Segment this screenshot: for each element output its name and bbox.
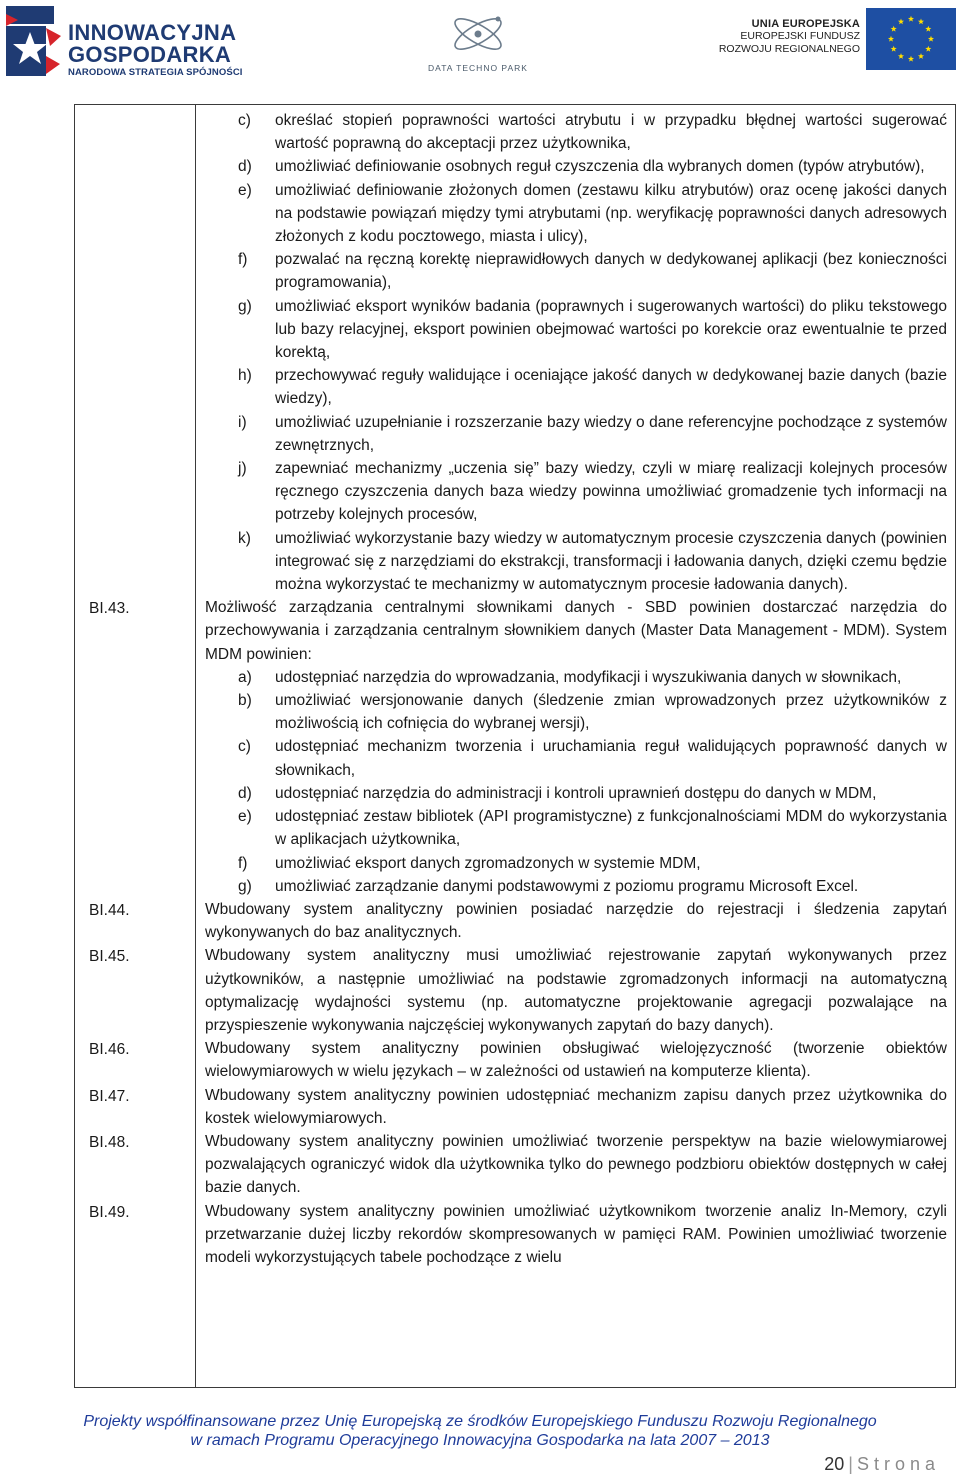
requirement-number: BI.45. <box>89 948 130 966</box>
requirement-text: Wbudowany system analityczny powinien umożliwiać tworzenie perspektyw na bazie wielowymiarowej pozwalających ograniczyć widok dla użytkownika tylko do pewnego podzbioru obiektów dostępnych w całej bazie danych. <box>205 1132 947 1197</box>
requirement-bi-48 <box>205 1130 947 1200</box>
requirement-text: Wbudowany system analityczny musi umożliwiać rejestrowanie zapytań wykonywanych przez użytkowników, a następnie umożliwiać na podstawie zgromadzonych informacji na automatyczną optymalizację wydajności systemu (np. automatyczne projektowanie agregacji pozwalające na przyspieszenie wykonywania najczęściej wykonywanych zapytań do bazy danych). <box>205 947 947 1034</box>
requirement-bi-46 <box>205 1037 947 1083</box>
unia-europejska-logo <box>718 8 956 78</box>
logo-left-line3: NARODOWA STRATEGIA SPÓJNOŚCI <box>68 67 243 78</box>
list-item: e) umożliwiać definiowanie złożonych domen (zestawu kilku atrybutów) oraz ocenę jakości danych na podstawie powiązań między tymi atrybutami (np. weryfikację poprawności danych adresowych złożonych z kodu pocztowego, miasta i ulicy), <box>238 181 947 246</box>
column-divider <box>195 105 196 1387</box>
list-item: g) umożliwiać eksport wyników badania (poprawnych i sugerowanych wartości) do pliku tekstowego lub bazy relacyjnej, eksport powinien obejmować wartości po korekcie oraz ewentualnie te przed korektą, <box>238 297 947 362</box>
logo-right-line3: ROZWOJU REGIONALNEGO <box>718 43 860 55</box>
requirement-bi-49 <box>205 1200 947 1270</box>
requirement-text: Wbudowany system analityczny powinien obsługiwać wielojęzyczność (tworzenie obiektów wielowymiarowych w wielu językach – w zależności od ustawień na komputerze klienta). <box>205 1040 947 1081</box>
requirement-number: BI.47. <box>89 1087 130 1105</box>
requirement-text: Wbudowany system analityczny powinien posiadać narzędzie do rejestracji i śledzenia zapytań wykonywanych do baz analitycznych. <box>205 900 947 942</box>
logo-left-line1: INNOWACYJNA <box>68 20 237 45</box>
requirement-text: Możliwość zarządzania centralnymi słownikami danych - SBD powinien dostarczać narzędzia do przechowywania i zarządzania centralnym słownikiem danych (Master Data Management - MDM). System MDM powinien: <box>205 599 947 663</box>
list-item: i) umożliwiać uzupełnianie i rozszerzanie bazy wiedzy o dane referencyjne pochodzące z systemów zewnętrznych, <box>238 413 947 454</box>
page-header <box>0 0 960 82</box>
page-number-value: 20 <box>824 1454 845 1474</box>
data-techno-park-logo <box>418 6 538 78</box>
list-item: g) umożliwiać zarządzanie danymi podstawowymi z poziomu programu Microsoft Excel. <box>238 877 859 895</box>
requirement-number: BI.43. <box>89 600 130 618</box>
page-number <box>824 1454 940 1475</box>
list-item: h) przechowywać reguły walidujące i oceniające jakość danych w dedykowanej bazie danych (bazie wiedzy), <box>238 367 947 408</box>
list-item: d) udostępniać narzędzia do administracji i kontroli uprawnień dostępu do danych w MDM, <box>238 784 877 802</box>
star-emblem-icon <box>6 6 62 76</box>
list-item: f) umożliwiać eksport danych zgromadzonych w systemie MDM, <box>238 854 701 872</box>
innowacyjna-gospodarka-logo <box>6 6 246 78</box>
atom-orbit-icon <box>448 6 508 62</box>
logo-center-text: DATA TECHNO PARK <box>428 63 528 73</box>
requirement-number: BI.44. <box>89 901 130 919</box>
list-item: b) umożliwiać wersjonowanie danych (śledzenie zmian wprowadzonych przez użytkowników z możliwością ich cofnięcia do wybranej wersji), <box>238 692 947 733</box>
page-word: Strona <box>856 1454 940 1474</box>
requirement-text: Wbudowany system analityczny powinien umożliwiać użytkownikom tworzenie analiz In-Memory, czyli przetwarzanie dużej liczby rekordów skompresowanych w pamięci RAM. Powinien umożliwiać tworzenie modeli wykorzystujących tabele pochodzące z wielu <box>205 1202 947 1266</box>
list-item: j) zapewniać mechanizmy „uczenia się” bazy wiedzy, czyli w miarę realizacji kolejnych procesów ręcznego czyszczenia danych baza wiedzy powinna umożliwiać gromadzenie tych informacji na potrzeby kolejnych procesów, <box>238 460 947 524</box>
list-item: c) określać stopień poprawności wartości atrybutu i w przypadku błędnej wartości sugerować wartość poprawną do akceptacji przez użytkownika, <box>238 112 947 153</box>
page-footer <box>0 1412 960 1450</box>
requirement-bi-47 <box>205 1084 947 1130</box>
requirements-content <box>205 109 947 1269</box>
eu-flag-icon <box>866 8 956 70</box>
logo-left-line2: GOSPODARKA <box>68 42 232 67</box>
requirement-bi-45 <box>205 944 947 1037</box>
requirement-bi-43 <box>205 596 947 898</box>
logo-right-line1: UNIA EUROPEJSKA <box>751 18 860 30</box>
requirement-number: BI.46. <box>89 1041 130 1059</box>
requirement-number: BI.48. <box>89 1133 130 1151</box>
page-separator: | <box>848 1454 853 1474</box>
requirement-number: BI.49. <box>89 1203 130 1221</box>
requirement-bi-44 <box>205 898 947 944</box>
list-item: a) udostępniać narzędzia do wprowadzania, modyfikacji i wyszukiwania danych w słownikach, <box>238 668 902 686</box>
mdm-item-list <box>205 666 947 898</box>
requirement-text: Wbudowany system analityczny powinien udostępniać mechanizm zapisu danych przez użytkownika do kostek wielowymiarowych. <box>205 1086 947 1127</box>
logo-right-line2: EUROPEJSKI FUNDUSZ <box>740 30 860 42</box>
continued-item-list <box>205 109 947 596</box>
list-item: k) umożliwiać wykorzystanie bazy wiedzy w automatycznym procesie czyszczenia danych (powinien integrować się z narzędziami do ekstrakcji, transformacji i ładowania danych, dzięki czemu będzie można wykorzystać te mechanizmy w automatycznym procesie ładowania danych). <box>238 529 947 594</box>
list-item: d) umożliwiać definiowanie osobnych reguł czyszczenia dla wybranych domen (typów atrybutów), <box>238 158 925 176</box>
list-item: f) pozwalać na ręczną korektę nieprawidłowych danych w dedykowanej aplikacji (bez konieczności programowania), <box>238 251 947 292</box>
footer-line1: Projekty współfinansowane przez Unię Europejską ze środków Europejskiego Funduszu Rozwoju Regionalnego <box>83 1413 877 1430</box>
list-item: c) udostępniać mechanizm tworzenia i uruchamiania reguł walidujących poprawność danych w słownikach, <box>238 738 947 779</box>
list-item: e) udostępniać zestaw bibliotek (API programistyczne) z funkcjonalnościami MDM do wykorzystania w aplikacjach użytkownika, <box>238 808 947 849</box>
footer-line2: w ramach Programu Operacyjnego Innowacyjna Gospodarka na lata 2007 – 2013 <box>190 1432 770 1449</box>
requirements-table <box>74 104 956 1388</box>
